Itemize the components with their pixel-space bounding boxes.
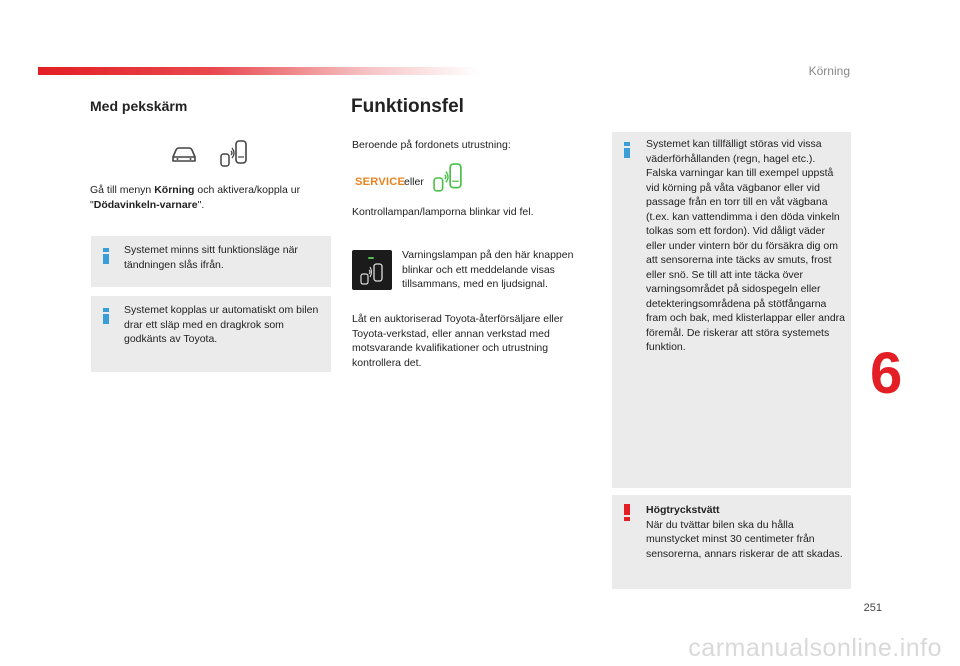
car-icon <box>170 146 198 164</box>
blinks-text: Kontrollampan/lamporna blinkar vid fel. <box>352 206 534 218</box>
note-memory-text: Systemet minns sitt funktionsläge när tändningen slås ifrån. <box>124 244 298 271</box>
warning-icon <box>624 504 630 520</box>
chapter-number: 6 <box>870 341 903 406</box>
dealer-text: Låt en auktoriserad Toyota-återförsäljare eller Toyota-verkstad, eller annan verkstad med motsvarande kvalifikationer och utrustning kontrollera det. <box>352 313 564 369</box>
warning-title: Högtryckstvätt <box>646 504 720 516</box>
blind-spot-lamp-icon <box>430 163 466 193</box>
watermark: carmanualsonline.info <box>688 634 942 662</box>
info-icon <box>103 248 109 263</box>
blind-spot-button-image <box>352 250 392 290</box>
button-blink-text: Varningslampan på den här knappen blinkar och ett meddelande visas tillsammans, med en ljudsignal. <box>402 249 574 290</box>
section-title-touchscreen: Med pekskärm <box>90 98 188 114</box>
touchscreen-instruction: Gå till menyn Körning och aktivera/koppla ur "Dödavinkeln-varnare". <box>90 184 301 211</box>
info-note-trailer <box>91 296 331 372</box>
service-warning-light: SERVICE <box>355 176 406 188</box>
chapter-title: Körning <box>808 64 850 78</box>
blind-spot-button-icon <box>352 250 392 290</box>
info-icon <box>624 142 630 157</box>
or-text: eller <box>404 176 424 188</box>
page-number: 251 <box>863 602 882 614</box>
info-note-memory <box>91 236 331 287</box>
section-title-malfunction: Funktionsfel <box>351 96 464 117</box>
blind-spot-icon <box>218 140 250 168</box>
warning-note-pressure-wash <box>612 495 851 589</box>
info-icon <box>103 308 109 323</box>
note-trailer-text: Systemet kopplas ur automatiskt om bilen drar ett släp med en dragkrok som godkänts av Toyota. <box>124 304 319 345</box>
header-accent-bar <box>38 67 478 75</box>
warning-note-content <box>646 503 846 561</box>
equipment-text: Beroende på fordonets utrustning: <box>352 139 511 151</box>
weather-note-text: Systemet kan tillfälligt störas vid vissa väderförhållanden (regn, hagel etc.). Falska varningar kan till exempel uppstå vid körning på våta vägbanor eller vid passage från en torr till en våt vägbana (t.ex. kan vattendimma i den döda vinkeln tolkas som ett fordon). Vid dåligt väder eller under vintern bör du försäkra dig om att sensorerna inte täcks av smuts, frost eller snö. Se till att inte täcka över varningsområdet på sidospegeln eller detekteringsområdena på stötfångarna fram och bak, med klisterlappar eller andra föremål. De riskerar att störa systemets funktion. <box>646 138 846 353</box>
warning-text: När du tvättar bilen ska du hålla munstycket minst 30 centimeter från sensorerna, annars riskerar de att skadas. <box>646 518 843 560</box>
info-note-weather <box>612 132 851 488</box>
